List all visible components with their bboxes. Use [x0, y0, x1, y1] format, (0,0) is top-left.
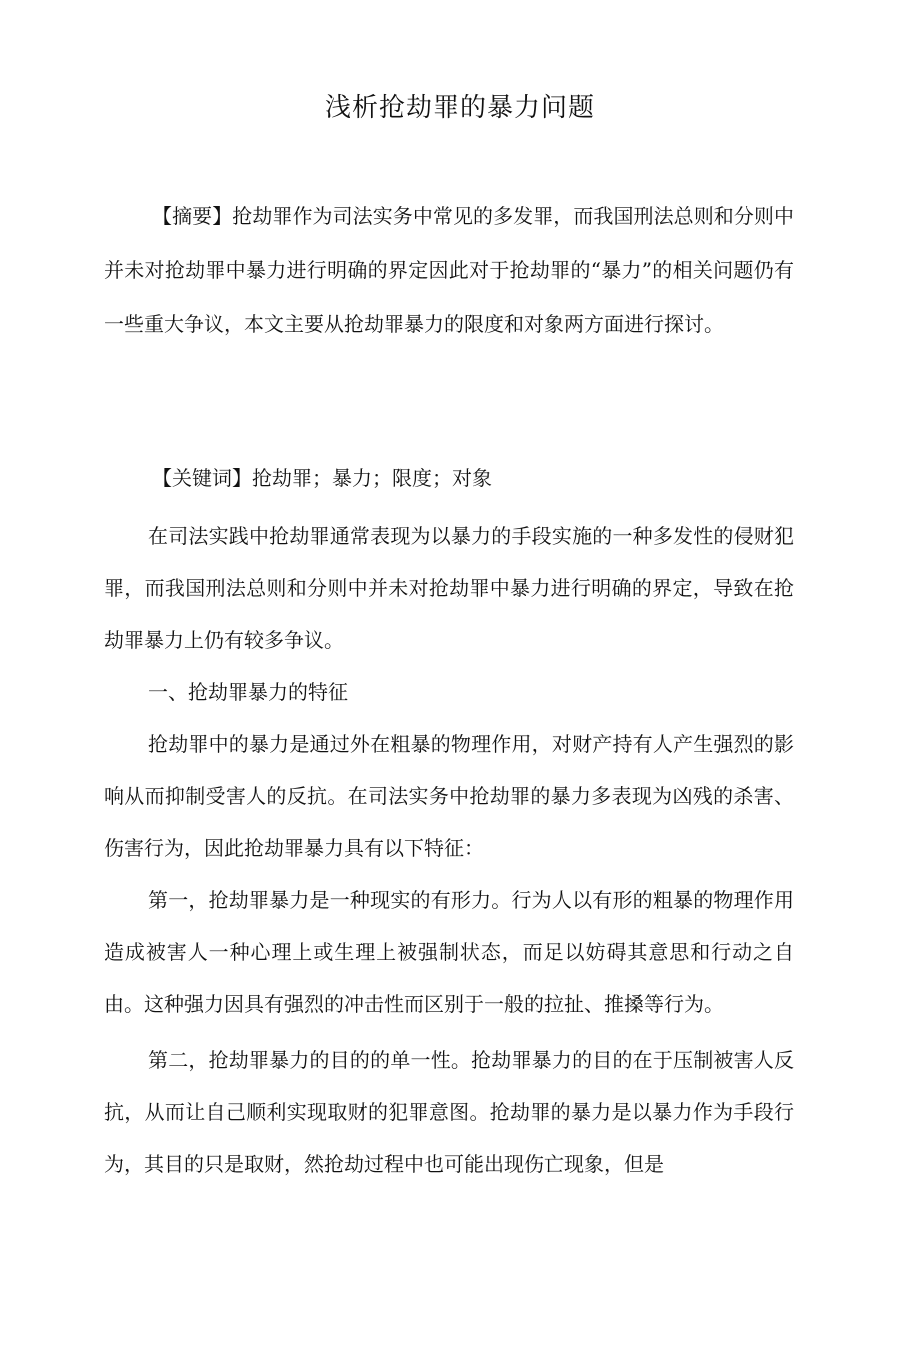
body-paragraph: 抢劫罪中的暴力是通过外在粗暴的物理作用，对财产持有人产生强烈的影响从而抑制受害人的反抗。在司法实务中抢劫罪的暴力多表现为凶残的杀害、伤害行为，因此抢劫罪暴力具有以下特征： — [104, 732, 794, 860]
abstract-paragraph: 【摘要】抢劫罪作为司法实务中常见的多发罪，而我国刑法总则和分则中并未对抢劫罪中暴力进行明确的界定因此对于抢劫罪的“暴力”的相关问题仍有一些重大争议，本文主要从抢劫罪暴力的限度和对象两方面进行探讨。 — [104, 204, 794, 336]
body-paragraph: 在司法实践中抢劫罪通常表现为以暴力的手段实施的一种多发性的侵财犯罪，而我国刑法总则和分则中并未对抢劫罪中暴力进行明确的界定，导致在抢劫罪暴力上仍有较多争议。 — [104, 524, 794, 652]
section-heading: 一、抢劫罪暴力的特征 — [148, 680, 348, 704]
body-paragraph: 第二，抢劫罪暴力的目的的单一性。抢劫罪暴力的目的在于压制被害人反抗，从而让自己顺利实现取财的犯罪意图。抢劫罪的暴力是以暴力作为手段行为，其目的只是取财，然抢劫过程中也可能出现伤亡现象，但是 — [104, 1048, 794, 1176]
body-text — [104, 510, 794, 1190]
body-paragraph: 第一，抢劫罪暴力是一种现实的有形力。行为人以有形的粗暴的物理作用造成被害人一种心理上或生理上被强制状态，而足以妨碍其意思和行动之自由。这种强力因具有强烈的冲击性而区别于一般的拉扯、推搡等行为。 — [104, 888, 794, 1016]
keywords-line: 【关键词】抢劫罪；暴力；限度；对象 — [152, 466, 492, 490]
document-title: 浅析抢劫罪的暴力问题 — [324, 93, 595, 123]
